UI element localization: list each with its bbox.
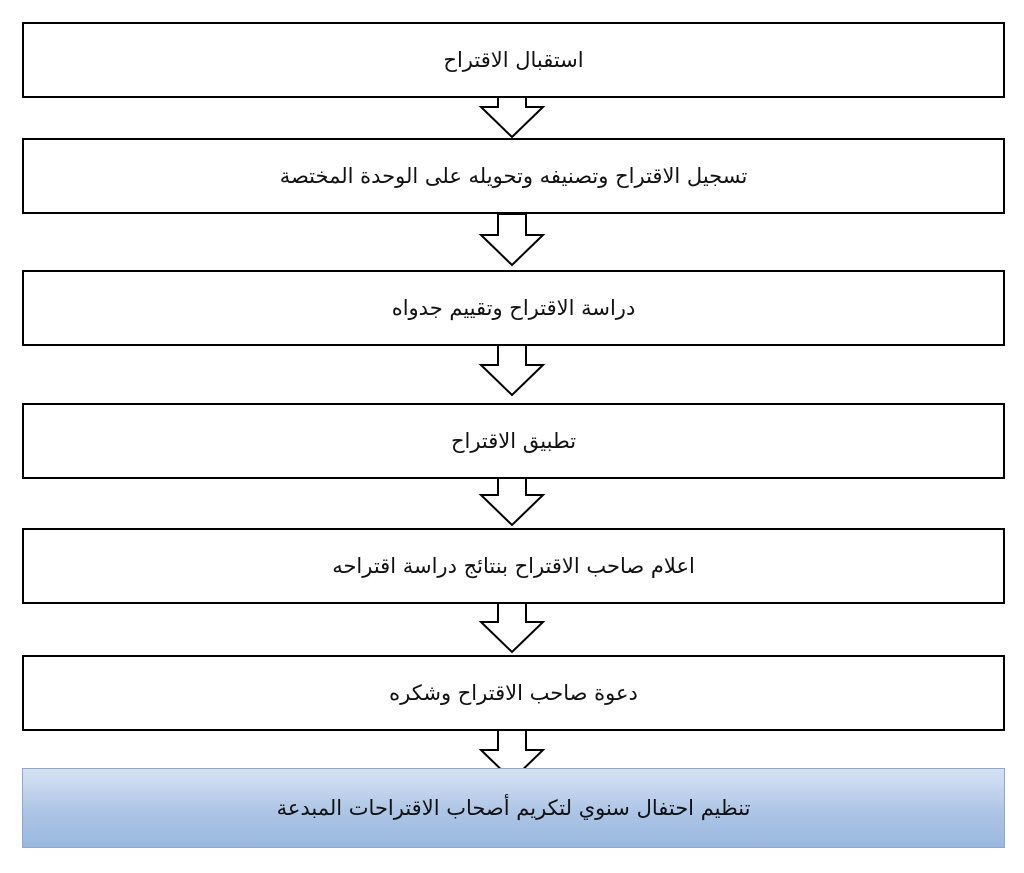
flow-step-label: استقبال الاقتراح [443,48,584,72]
flow-step-label: تطبيق الاقتراح [450,429,577,453]
flow-step-6 [22,655,1005,731]
flow-step-label: دعوة صاحب الاقتراح وشكره [389,681,638,705]
flow-step-label: تنظيم احتفال سنوي لتكريم أصحاب الاقتراحات المبدعة [276,796,751,820]
flow-step-1 [22,22,1005,98]
down-arrow-icon [480,343,544,397]
flow-step-4 [22,403,1005,479]
flow-step-3 [22,270,1005,346]
flow-step-label: اعلام صاحب الاقتراح بنتائج دراسة اقتراحه [332,554,695,578]
down-arrow-icon [480,600,544,654]
flow-step-label: دراسة الاقتراح وتقييم جدواه [391,296,636,320]
down-arrow-icon [480,213,544,267]
flow-step-5 [22,528,1005,604]
flow-step-2 [22,138,1005,214]
flow-step-label: تسجيل الاقتراح وتصنيفه وتحويله على الوحدة المختصة [279,164,748,188]
flow-step-final [22,768,1005,848]
down-arrow-icon [480,473,544,527]
